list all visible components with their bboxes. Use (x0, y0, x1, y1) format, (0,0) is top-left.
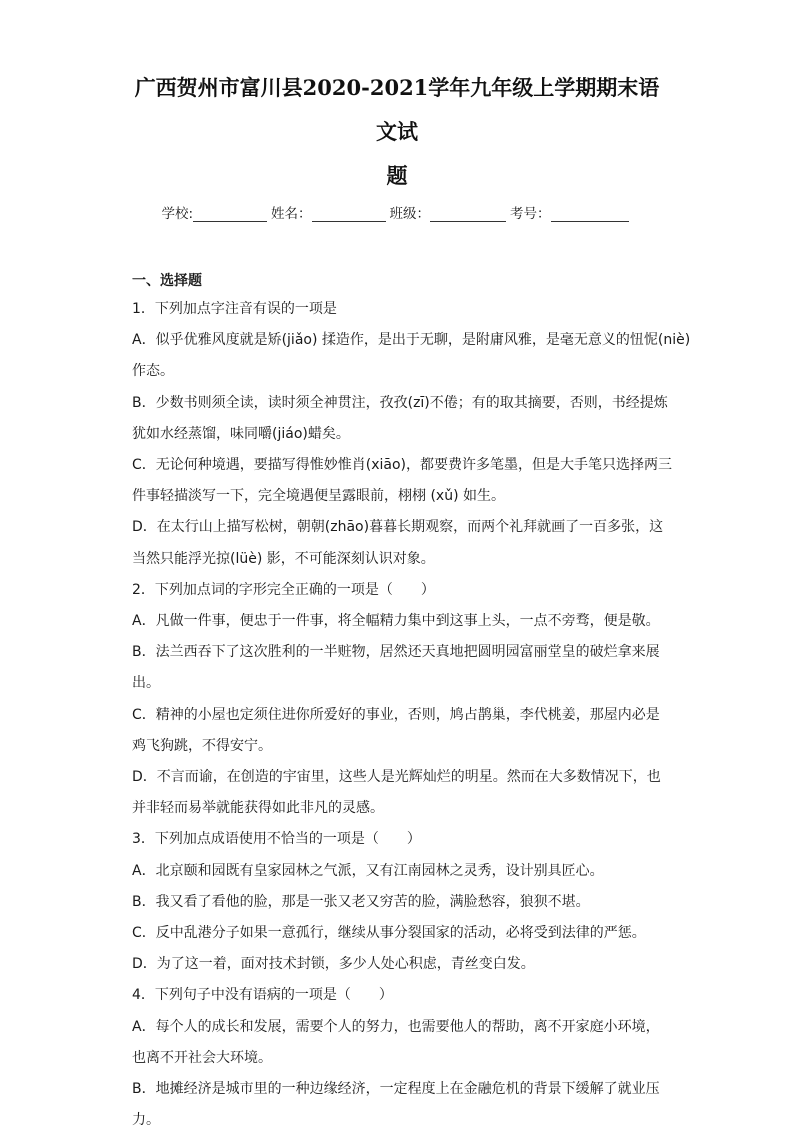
text-line: 也离不开社会大环境。 (132, 1049, 272, 1066)
exam-number-label: 考号： (510, 206, 551, 222)
name-field (271, 202, 390, 222)
text-line: B．我又看了看他的脸，那是一张又老又穷苦的脸，满脸愁容，狼狈不堪。 (132, 893, 590, 910)
text-line: 1．下列加点字注音有误的一项是 (132, 301, 337, 317)
text-line: 出。 (132, 675, 160, 692)
exam-number-blank[interactable] (551, 207, 629, 222)
text-line: 力。 (132, 1112, 160, 1129)
text-line: 2．下列加点词的字形完全正确的一项是（ ） (132, 581, 435, 598)
text-line: D．为了这一着，面对技术封锁，多少人处心积虑，青丝变白发。 (132, 956, 535, 973)
exam-number-field (510, 202, 633, 222)
text-line: 件事轻描淡写一下，完全境遇便呈露眼前，栩栩 (xǔ) 如生。 (132, 488, 505, 505)
school-blank[interactable] (193, 207, 267, 222)
text-line: A．每个人的成长和发展，需要个人的努力，也需要他人的帮助，离不开家庭小环境， (132, 1018, 660, 1035)
title-line-2: 题 (386, 163, 408, 188)
question-body (132, 294, 691, 1136)
text-line: D．不言而谕，在创造的宇宙里，这些人是光辉灿烂的明星。然而在大多数情况下，也 (132, 769, 661, 786)
text-line: 4．下列句子中没有语病的一项是（ ） (132, 987, 393, 1004)
class-label: 班级： (389, 206, 431, 222)
text-line: 鸡飞狗跳，不得安宁。 (132, 737, 272, 754)
text-line: 犹如水经蒸馏，味同嚼(jiáo)蜡矣。 (132, 425, 350, 442)
title-line-1: 广西贺州市富川县2020-2021学年九年级上学期期末语文试 (134, 75, 660, 144)
name-label: 姓名： (271, 206, 312, 222)
text-line: B．少数书则须全读，读时须全神贯注，孜孜(zī)不倦；有的取其摘要，否则，书经提炼 (132, 394, 668, 411)
school-label: 学校: (161, 206, 194, 222)
name-blank[interactable] (312, 207, 386, 222)
class-field (390, 202, 511, 222)
text-line: A．似乎优雅风度就是矫(jiǎo) 揉造作，是出于无聊，是附庸风雅，是毫无意义的忸怩(niè) (132, 332, 691, 349)
text-line: A．北京颐和园既有皇家园林之气派，又有江南园林之灵秀，设计别具匠心。 (132, 862, 604, 879)
section-heading: 一、选择题 (132, 273, 202, 289)
document-title (132, 0, 662, 198)
text-line: 3．下列加点成语使用不恰当的一项是（ ） (132, 831, 421, 848)
school-field (161, 202, 271, 222)
text-line: B．法兰西吞下了这次胜利的一半赃物，居然还天真地把圆明园富丽堂皇的破烂拿来展 (132, 644, 660, 661)
class-blank[interactable] (430, 207, 506, 222)
text-line: A．凡做一件事，便忠于一件事，将全幅精力集中到这事上头，一点不旁骛，便是敬。 (132, 613, 660, 630)
text-line: 当然只能浮光掠(lüè) 影，不可能深刻认识对象。 (132, 550, 435, 567)
text-line: C．反中乱港分子如果一意孤行，继续从事分裂国家的活动，必将受到法律的严惩。 (132, 925, 646, 942)
text-line: 并非轻而易举就能获得如此非凡的灵感。 (132, 800, 384, 817)
student-info-row (132, 198, 662, 222)
text-line: B．地摊经济是城市里的一种边缘经济，一定程度上在金融危机的背景下缓解了就业压 (132, 1081, 660, 1098)
text-line: C．精神的小屋也定须住进你所爱好的事业，否则，鸠占鹊巢，李代桃姜，那屋内必是 (132, 706, 660, 723)
text-line: 作态。 (132, 363, 174, 380)
text-line: D．在太行山上描写松树，朝朝(zhāo)暮暮长期观察，而两个礼拜就画了一百多张，这 (132, 519, 664, 536)
text-line: C．无论何种境遇，要描写得惟妙惟肖(xiāo)，都要费许多笔墨，但是大手笔只选择两三 (132, 457, 673, 474)
